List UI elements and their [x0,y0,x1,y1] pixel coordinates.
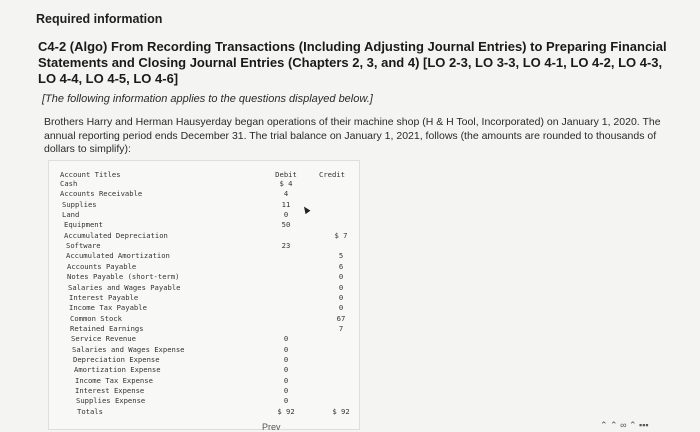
debit-amount: $ 4 [279,179,293,188]
account-titles-header: Account Titles [60,170,121,179]
trial-balance-row [49,314,359,324]
trial-balance-row [49,407,359,417]
account-title: Accumulated Amortization [66,251,170,261]
debit-amount: 0 [283,375,289,385]
trial-balance-row [49,293,359,303]
trial-balance-row [49,334,359,344]
trial-balance-row [49,251,359,261]
debit-amount: 0 [283,354,289,364]
trial-balance-row [49,272,359,282]
required-info-label: Required information [36,12,163,26]
credit-amount: 5 [338,251,344,261]
trial-balance-row [49,231,359,241]
credit-amount: 6 [338,261,344,271]
account-title: Supplies [62,199,97,209]
credit-amount: 0 [338,292,344,302]
account-title: Accumulated Depreciation [64,230,168,240]
credit-amount: $ 92 [332,406,350,416]
trial-balance-row [49,200,359,210]
debit-amount: 4 [283,189,289,199]
debit-amount: 0 [283,365,289,375]
debit-amount: 50 [281,220,291,230]
account-title: Salaries and Wages Payable [68,282,181,292]
trial-balance-row [49,210,359,220]
problem-description: Brothers Harry and Herman Hausyerday began operations of their machine shop (H & H Tool, Incorporated) on January 1, 2020. The annual reporting period ends December 31. The trial balance on January 1, 2021, follows (the amounts are rounded to thousands of dollars to simplify): [44,116,661,155]
trial-balance-row [49,376,359,386]
trial-balance-row [49,303,359,313]
debit-header: Debit [275,170,297,179]
account-title: Cash [60,179,78,188]
account-title: Service Revenue [71,334,136,344]
trial-balance-row [49,241,359,251]
trial-balance-row [49,220,359,230]
debit-amount: 0 [283,344,289,354]
credit-amount: 67 [336,313,346,323]
trial-balance-table [48,160,360,430]
trial-balance-row [49,386,359,396]
credit-amount: 0 [338,282,344,292]
account-title: Notes Payable (short-term) [67,272,180,282]
trial-balance-row [49,189,359,199]
account-title: Income Tax Expense [75,375,153,385]
credit-amount: 7 [338,323,344,333]
account-title: Amortization Expense [74,365,161,375]
trial-balance-row [49,345,359,355]
trial-balance-row [49,283,359,293]
problem-title: C4-2 (Algo) From Recording Transactions (Including Adjusting Journal Entries) to Preparing Financial Statements and Closing Journal Entries (Chapters 2, 3, and 4) [LO 2-3, LO 3-3, LO 4-1, LO 4-2, LO 4-3, LO 4-4, LO 4-5, LO 4-6] [38,39,667,86]
credit-amount: 0 [338,272,344,282]
account-title: Common Stock [70,313,122,323]
account-title: Accounts Payable [67,261,137,271]
debit-amount: 0 [283,334,289,344]
prev-button[interactable]: Prev [262,422,281,432]
trial-balance-row [49,396,359,406]
account-title: Software [66,241,101,251]
credit-amount: 0 [338,303,344,313]
account-title: Retained Earnings [70,323,144,333]
account-title: Salaries and Wages Expense [72,344,185,354]
account-title: Totals [77,406,103,416]
trial-balance-row [49,324,359,334]
trial-balance-row [49,355,359,365]
credit-header: Credit [319,170,345,179]
debit-amount: 11 [281,199,291,209]
account-title: Income Tax Payable [69,303,147,313]
debit-amount: 23 [281,241,291,251]
nav-icons: ⌃ ⌃ ∞ ⌃ ▪▪▪ [600,420,649,430]
account-title: Land [62,210,80,220]
account-title: Interest Expense [75,386,145,395]
info-note: [The following information applies to the questions displayed below.] [42,93,373,105]
account-title: Depreciation Expense [73,354,160,364]
account-title: Supplies Expense [76,396,146,406]
account-title: Accounts Receivable [60,189,143,199]
account-title: Equipment [64,220,103,230]
debit-amount: 0 [283,210,289,220]
credit-amount: $ 7 [334,230,348,240]
debit-amount: $ 92 [277,406,295,416]
trial-balance-row [49,179,359,189]
trial-balance-row [49,262,359,272]
debit-amount: 0 [283,396,289,406]
trial-balance-row [49,365,359,375]
debit-amount: 0 [283,386,289,395]
account-title: Interest Payable [69,292,139,302]
